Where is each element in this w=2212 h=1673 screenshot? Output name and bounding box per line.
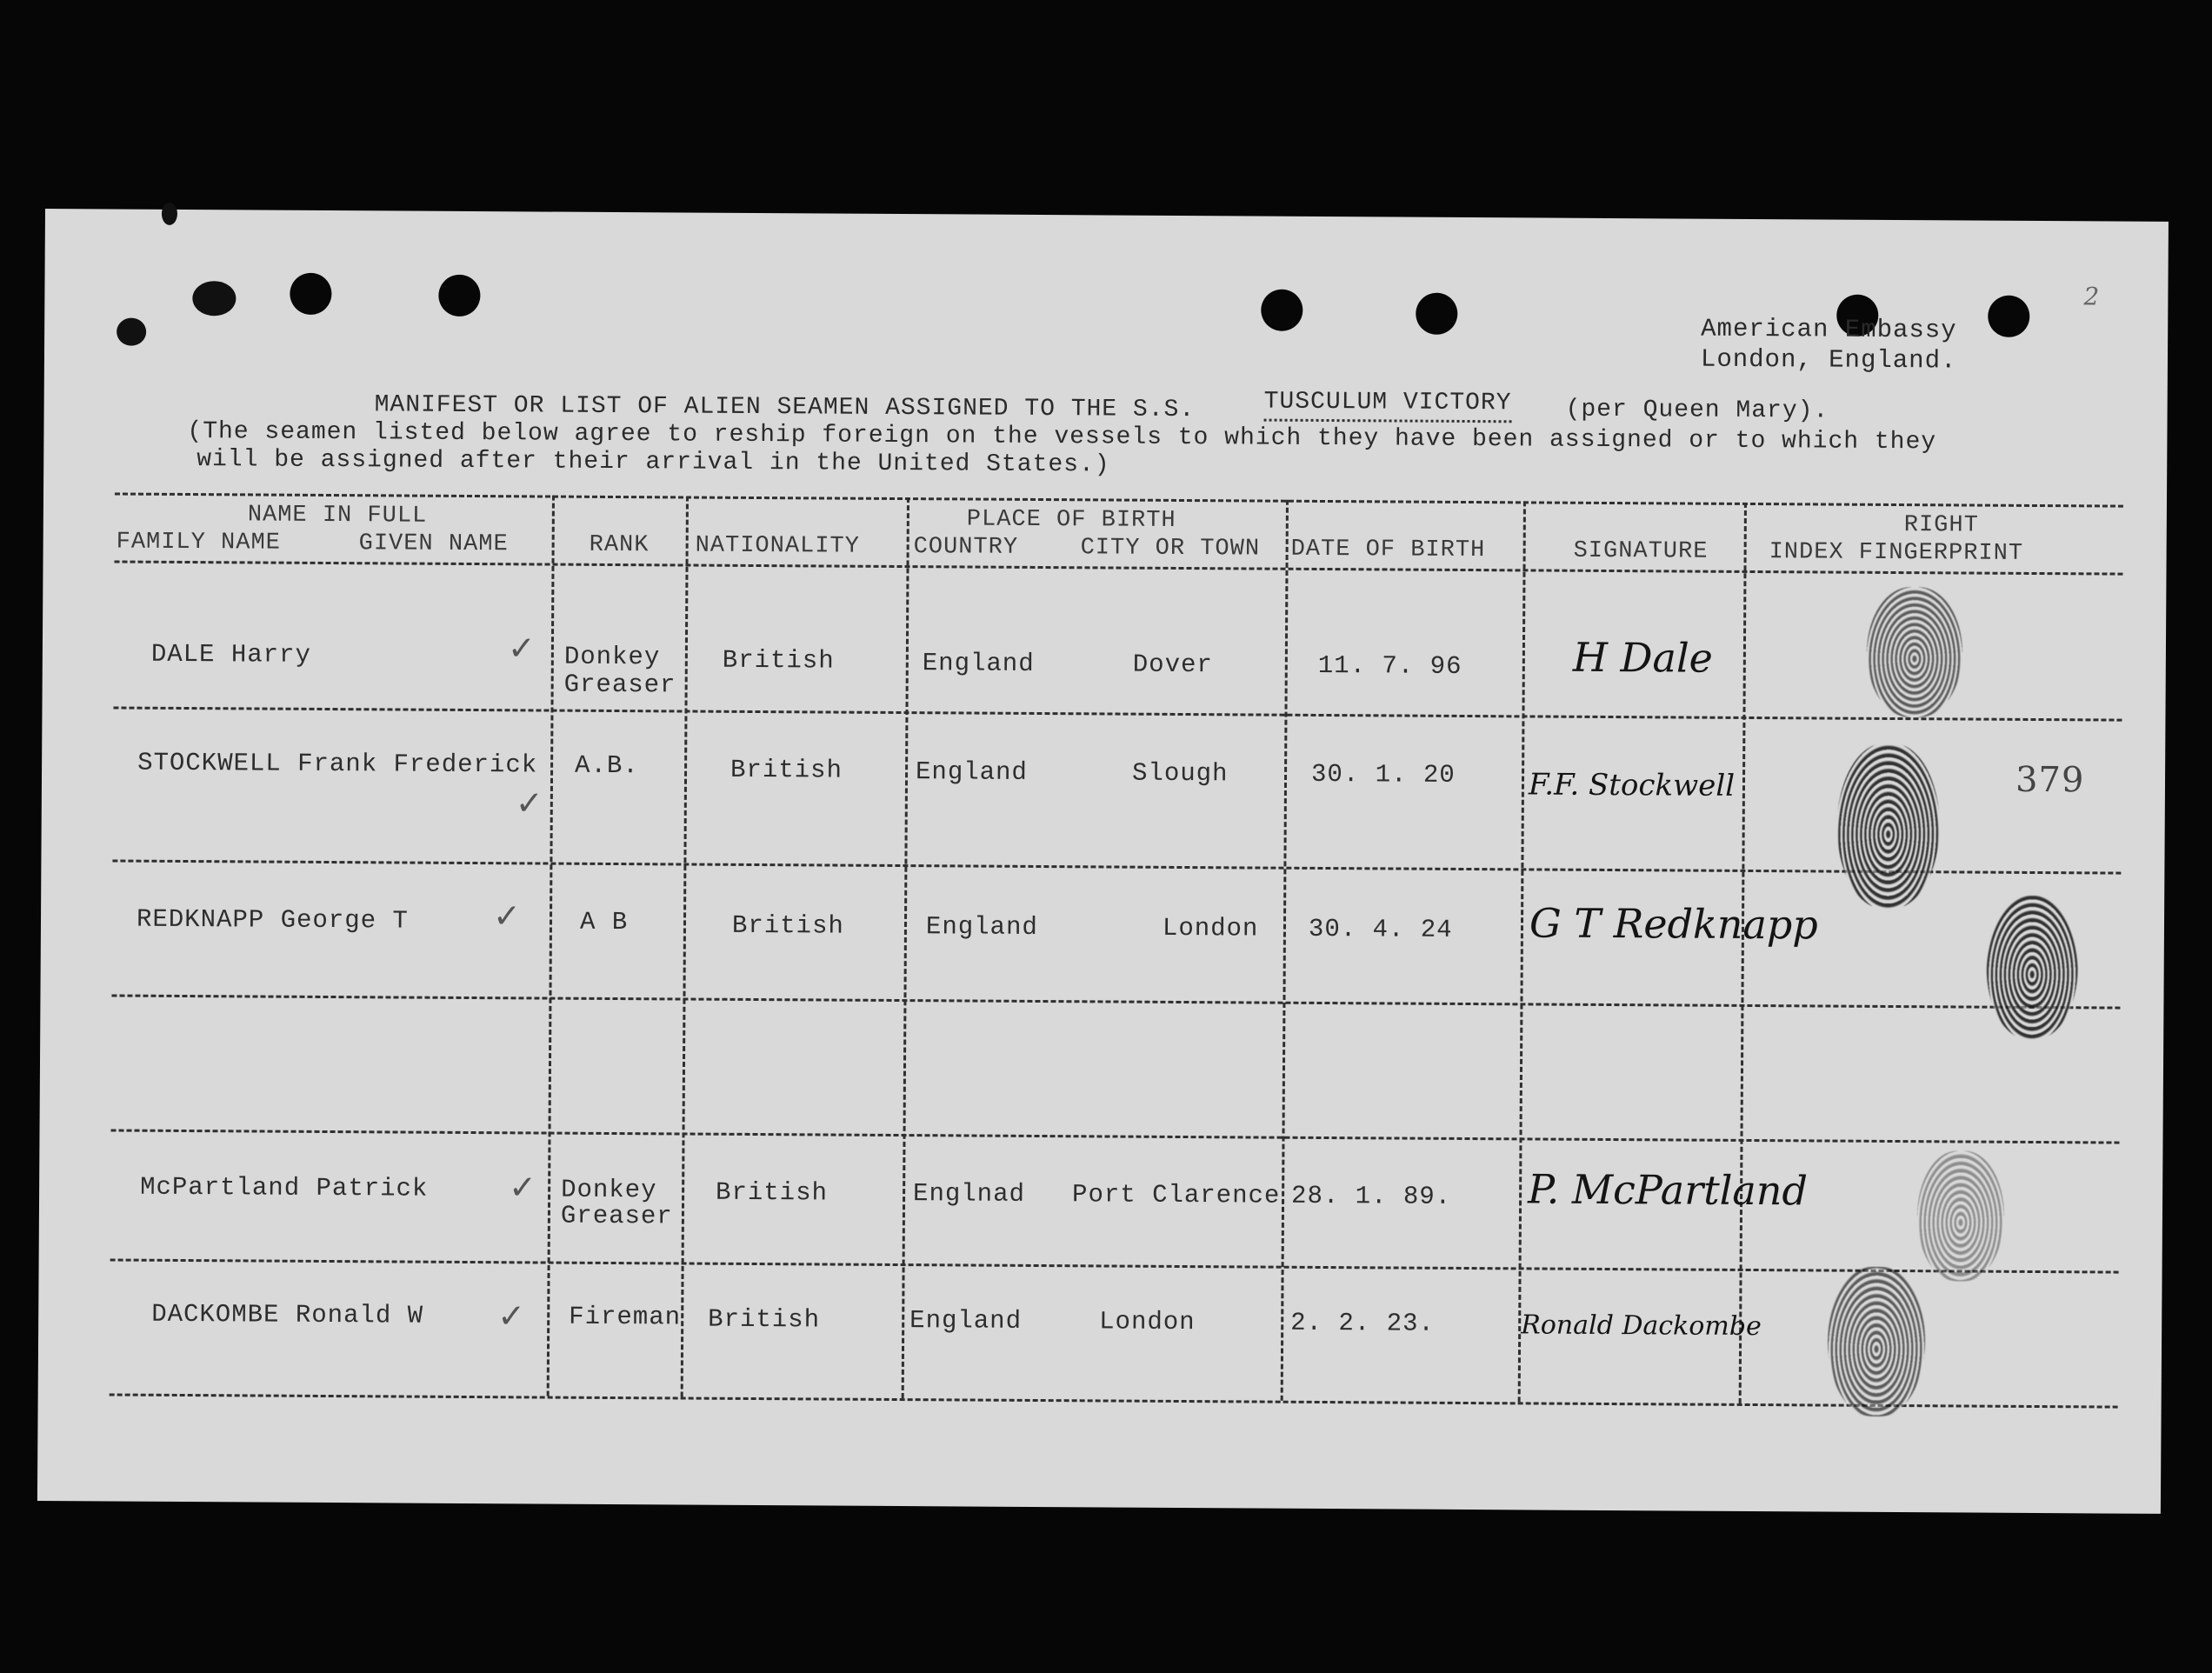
header-index-fingerprint: INDEX FINGERPRINT xyxy=(1769,539,2024,567)
seaman-country: England xyxy=(909,1306,1023,1336)
seaman-nationality: British xyxy=(731,910,844,941)
vessel-name: TUSCULUM VICTORY xyxy=(1264,389,1512,423)
punch-hole xyxy=(1416,293,1457,335)
fingerprint xyxy=(1986,896,2078,1040)
seaman-rank: Donkey xyxy=(563,642,661,672)
header-place-of-birth: PLACE OF BIRTH xyxy=(966,506,1176,534)
check-mark: ✓ xyxy=(507,629,536,668)
ink-blot xyxy=(162,203,177,225)
header-rank: RANK xyxy=(589,531,650,559)
seaman-city: Dover xyxy=(1132,650,1213,680)
seaman-name: DACKOMBE Ronald W xyxy=(151,1299,424,1330)
header-signature: SIGNATURE xyxy=(1573,537,1709,565)
seaman-country: England xyxy=(925,912,1038,942)
seaman-dob: 2. 2. 23. xyxy=(1290,1308,1435,1338)
seaman-rank: A B xyxy=(579,907,629,937)
table-bottom-rule xyxy=(110,1393,2118,1408)
seaman-signature: H Dale xyxy=(1572,633,1714,682)
seaman-nationality: British xyxy=(730,755,843,785)
seaman-nationality: British xyxy=(708,1304,821,1335)
seaman-country: England xyxy=(922,649,1035,678)
punch-hole xyxy=(438,275,480,317)
seaman-dob: 30. 1. 20 xyxy=(1310,759,1456,790)
fingerprint xyxy=(1917,1150,2005,1282)
seaman-city: London xyxy=(1162,913,1259,943)
check-mark: ✓ xyxy=(492,896,522,936)
seaman-signature: F.F. Stockwell xyxy=(1528,767,1736,803)
seaman-nationality: British xyxy=(722,645,835,676)
title-note-line-1: (The seamen listed below agree to reship foreign on the vessels to which they have been assigned or to which they xyxy=(187,418,1937,457)
vessel-note: (per Queen Mary). xyxy=(1565,396,1829,425)
fingerprint xyxy=(1828,1267,1926,1417)
header-name-in-full: NAME IN FULL xyxy=(247,502,428,530)
row-rule xyxy=(111,994,2120,1009)
check-mark: ✓ xyxy=(515,783,543,823)
page-mark: 2 xyxy=(2083,282,2101,311)
header-family-name: FAMILY NAME xyxy=(116,529,281,557)
fingerprint xyxy=(1866,587,1962,718)
row-rule xyxy=(110,1258,2119,1273)
seaman-rank: Fireman xyxy=(569,1302,682,1332)
seaman-signature: Ronald Dackombe xyxy=(1521,1310,1762,1343)
header-given-name: GIVEN NAME xyxy=(358,530,509,558)
seaman-signature: G T Redknapp xyxy=(1529,899,1818,949)
header-country: COUNTRY xyxy=(913,534,1019,561)
seaman-rank-line-2: Greaser xyxy=(563,670,676,700)
header-right: RIGHT xyxy=(1903,512,1979,539)
seaman-name: REDKNAPP George T xyxy=(136,904,409,936)
seaman-dob: 28. 1. 89. xyxy=(1290,1181,1452,1211)
check-mark: ✓ xyxy=(497,1296,526,1336)
row-rule xyxy=(111,1129,2120,1143)
punch-hole xyxy=(1988,296,2029,337)
seaman-city: Port Clarence xyxy=(1071,1180,1281,1210)
embassy-line-2: London, England. xyxy=(1700,344,1957,376)
seaman-rank: A.B. xyxy=(574,750,639,781)
check-mark: ✓ xyxy=(509,1168,537,1207)
fingerprint xyxy=(1836,743,1940,910)
manifest-document xyxy=(37,209,2169,1514)
annotation-number: 379 xyxy=(2015,759,2085,801)
seaman-city: London xyxy=(1099,1307,1196,1337)
seaman-name: DALE Harry xyxy=(150,639,312,670)
row-rule xyxy=(113,706,2122,721)
row-rule xyxy=(112,859,2121,874)
seaman-name: McPartland Patrick xyxy=(140,1172,429,1203)
header-nationality: NATIONALITY xyxy=(695,532,860,560)
seaman-city: Slough xyxy=(1131,758,1229,789)
seaman-name: STOCKWELL Frank Frederick xyxy=(137,748,538,780)
punch-hole xyxy=(1261,290,1303,331)
seaman-dob: 11. 7. 96 xyxy=(1317,650,1462,681)
ink-blot xyxy=(192,281,236,316)
embassy-line-1: American Embassy xyxy=(1701,314,1957,345)
seaman-dob: 30. 4. 24 xyxy=(1308,914,1453,944)
seaman-rank: Donkey xyxy=(561,1175,657,1205)
seaman-country: England xyxy=(915,757,1028,787)
seaman-rank-line-2: Greaser xyxy=(560,1201,673,1231)
header-city-or-town: CITY OR TOWN xyxy=(1080,535,1261,563)
seaman-nationality: British xyxy=(716,1177,829,1208)
manifest-title: MANIFEST OR LIST OF ALIEN SEAMEN ASSIGNED TO THE S.S. xyxy=(374,391,1196,424)
title-note-line-2: will be assigned after their arrival in the United States.) xyxy=(197,446,1110,479)
seaman-signature: P. McPartland xyxy=(1527,1165,1809,1215)
seaman-country: Englnad xyxy=(912,1179,1026,1209)
header-date-of-birth: DATE OF BIRTH xyxy=(1290,536,1486,564)
ink-blot xyxy=(117,318,146,346)
punch-hole xyxy=(290,273,331,315)
